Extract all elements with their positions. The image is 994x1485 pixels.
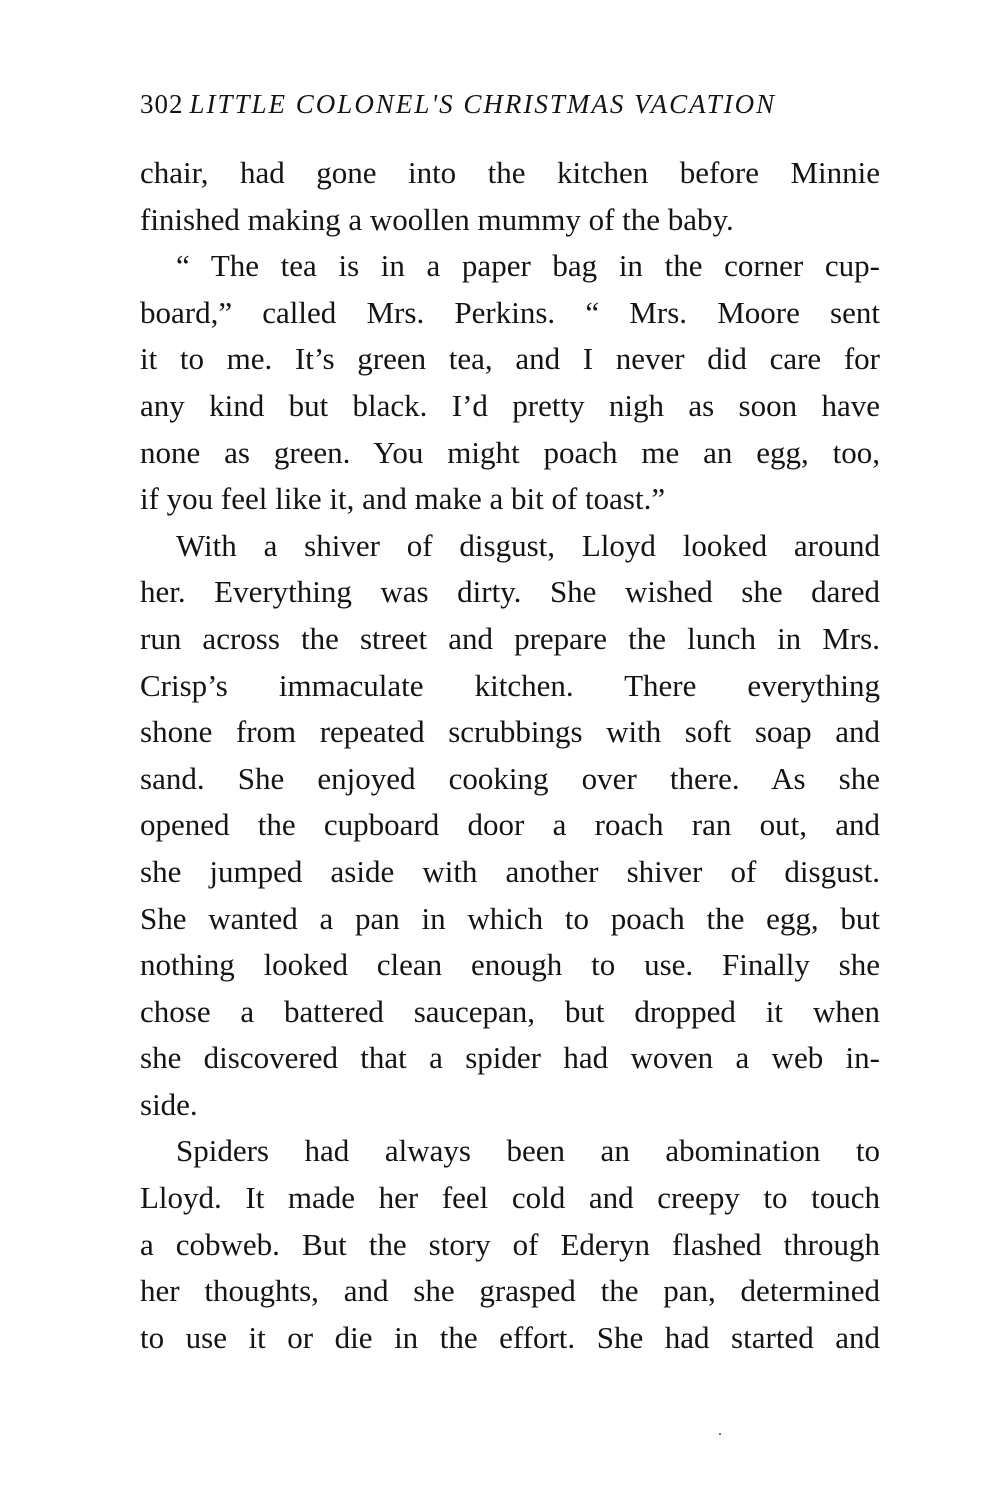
text-line: any kind but black. I’d pretty nigh as soon have — [140, 387, 880, 423]
text-line: opened the cupboard door a roach ran out, and — [140, 807, 880, 843]
text-line: side. — [140, 1086, 198, 1122]
text-line: she jumped aside with another shiver of disgust. — [140, 853, 880, 889]
paragraph — [140, 523, 880, 1129]
text-line: Crisp’s immaculate kitchen. There everything — [140, 667, 880, 703]
text-line: finished making a woollen mummy of the baby. — [140, 201, 734, 237]
text-line: nothing looked clean enough to use. Finally she — [140, 947, 880, 983]
text-line: a cobweb. But the story of Ederyn flashed through — [140, 1226, 880, 1262]
text-line: Lloyd. It made her feel cold and creepy to touch — [140, 1180, 880, 1216]
text-line: chair, had gone into the kitchen before Minnie — [140, 155, 880, 190]
text-line: she discovered that a spider had woven a web in- — [140, 1040, 880, 1076]
running-head — [140, 84, 880, 124]
page-number: 302 — [140, 89, 184, 119]
text-line: With a shiver of disgust, Lloyd looked around — [176, 527, 880, 563]
text-line: run across the street and prepare the lunch in Mrs. — [140, 620, 880, 656]
text-line: board,” called Mrs. Perkins. “ Mrs. Moore sent — [140, 294, 880, 330]
text-line: none as green. You might poach me an egg, too, — [140, 434, 880, 470]
text-line: Spiders had always been an abomination to — [176, 1133, 880, 1169]
print-speck — [719, 1433, 721, 1435]
text-line: “ The tea is in a paper bag in the corner cup- — [176, 248, 880, 284]
paragraph — [140, 1128, 880, 1361]
paragraph — [140, 243, 880, 523]
text-line: it to me. It’s green tea, and I never did care for — [140, 341, 880, 377]
body-text — [140, 150, 880, 1361]
text-line: sand. She enjoyed cooking over there. As she — [140, 760, 880, 796]
text-line: shone from repeated scrubbings with soft soap and — [140, 714, 880, 750]
text-line: if you feel like it, and make a bit of toast.” — [140, 481, 666, 517]
text-line: her thoughts, and she grasped the pan, determined — [140, 1273, 880, 1309]
book-title: LITTLE COLONEL'S CHRISTMAS VACATION — [189, 89, 777, 119]
paragraph — [140, 150, 880, 243]
text-line: to use it or die in the effort. She had started and — [140, 1319, 880, 1355]
text-line: She wanted a pan in which to poach the egg, but — [140, 900, 880, 936]
text-line: chose a battered saucepan, but dropped it when — [140, 993, 880, 1029]
text-line: her. Everything was dirty. She wished she dared — [140, 574, 880, 610]
